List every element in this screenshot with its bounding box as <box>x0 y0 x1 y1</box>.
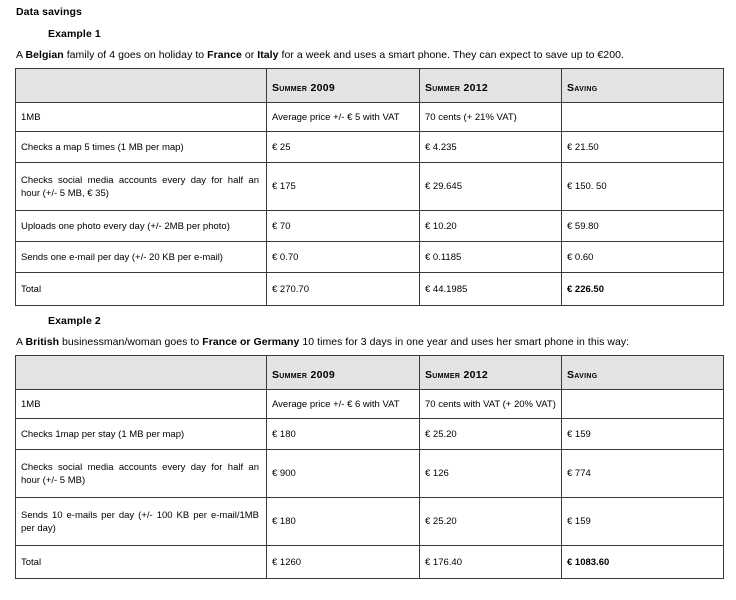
table-body <box>16 390 724 579</box>
column-header-activity <box>16 69 267 103</box>
cell-summer-2012: 70 cents (+ 21% VAT) <box>420 103 562 132</box>
cell-summer-2012: € 29.645 <box>420 163 562 211</box>
example-2-label: Example 2 <box>48 315 101 327</box>
emphasis-text: British <box>25 336 60 348</box>
cell-summer-2009: € 175 <box>267 163 420 211</box>
cell-activity: 1MB <box>16 103 267 132</box>
emphasis-text: Belgian <box>25 49 64 61</box>
cell-summer-2009: € 180 <box>267 498 420 546</box>
cell-saving: € 774 <box>562 450 724 498</box>
savings-table-example-1 <box>15 68 724 306</box>
table-header-row <box>16 356 724 390</box>
cell-saving: € 226.50 <box>562 273 724 306</box>
cell-summer-2012: € 176.40 <box>420 546 562 579</box>
cell-activity: Checks social media accounts every day for half an hour (+/- 5 MB, € 35) <box>16 163 267 211</box>
cell-summer-2009: € 0.70 <box>267 242 420 273</box>
cell-saving: € 59.80 <box>562 211 724 242</box>
cell-saving: € 21.50 <box>562 132 724 163</box>
column-header-summer-2009: Summer 2009 <box>267 356 420 390</box>
table-row <box>16 242 724 273</box>
example-2-intro <box>16 336 722 349</box>
table-row <box>16 273 724 306</box>
cell-summer-2012: € 25.20 <box>420 498 562 546</box>
table-row <box>16 211 724 242</box>
cell-activity: Uploads one photo every day (+/- 2MB per photo) <box>16 211 267 242</box>
cell-summer-2009: € 180 <box>267 419 420 450</box>
plain-text: 10 times for 3 days in one year and uses her smart phone in this way: <box>299 336 630 348</box>
cell-activity: Checks social media accounts every day for half an hour (+/- 5 MB) <box>16 450 267 498</box>
plain-text: businessman/woman goes to <box>59 336 203 348</box>
table-row <box>16 163 724 211</box>
table-row <box>16 103 724 132</box>
cell-activity: Total <box>16 273 267 306</box>
example-1-intro <box>16 49 722 62</box>
table-body <box>16 103 724 306</box>
cell-summer-2009: € 900 <box>267 450 420 498</box>
cell-summer-2012: 70 cents with VAT (+ 20% VAT) <box>420 390 562 419</box>
column-header-summer-2012: Summer 2012 <box>420 69 562 103</box>
cell-summer-2009: € 70 <box>267 211 420 242</box>
cell-saving: € 0.60 <box>562 242 724 273</box>
cell-summer-2012: € 10.20 <box>420 211 562 242</box>
table-row <box>16 390 724 419</box>
cell-saving: € 159 <box>562 419 724 450</box>
emphasis-text: Italy <box>257 49 279 61</box>
plain-text: for a week and uses a smart phone. They can expect to save up to €200. <box>278 49 624 61</box>
plain-text: or <box>241 49 258 61</box>
table-row <box>16 419 724 450</box>
emphasis-text: France or Germany <box>202 336 300 348</box>
cell-summer-2012: € 25.20 <box>420 419 562 450</box>
cell-summer-2009: Average price +/- € 6 with VAT <box>267 390 420 419</box>
table-row <box>16 132 724 163</box>
cell-summer-2009: € 25 <box>267 132 420 163</box>
cell-summer-2009: Average price +/- € 5 with VAT <box>267 103 420 132</box>
cell-activity: Checks 1map per stay (1 MB per map) <box>16 419 267 450</box>
cell-activity: Checks a map 5 times (1 MB per map) <box>16 132 267 163</box>
table-header-row <box>16 69 724 103</box>
column-header-activity <box>16 356 267 390</box>
column-header-summer-2009: Summer 2009 <box>267 69 420 103</box>
cell-summer-2009: € 270.70 <box>267 273 420 306</box>
cell-saving: € 150. 50 <box>562 163 724 211</box>
page-title: Data savings <box>16 6 82 18</box>
cell-saving <box>562 390 724 419</box>
cell-summer-2012: € 4.235 <box>420 132 562 163</box>
emphasis-text: France <box>207 49 242 61</box>
column-header-saving: Saving <box>562 356 724 390</box>
cell-saving: € 1083.60 <box>562 546 724 579</box>
cell-summer-2009: € 1260 <box>267 546 420 579</box>
cell-summer-2012: € 126 <box>420 450 562 498</box>
cell-saving <box>562 103 724 132</box>
cell-summer-2012: € 44.1985 <box>420 273 562 306</box>
savings-table-example-2 <box>15 355 724 579</box>
table-row <box>16 498 724 546</box>
cell-activity: Sends 10 e-mails per day (+/- 100 KB per e-mail/1MB per day) <box>16 498 267 546</box>
example-1-label: Example 1 <box>48 28 101 40</box>
table-row <box>16 546 724 579</box>
table-row <box>16 450 724 498</box>
plain-text: family of 4 goes on holiday to <box>63 49 208 61</box>
cell-activity: Total <box>16 546 267 579</box>
plain-text: A <box>16 49 26 61</box>
cell-activity: Sends one e-mail per day (+/- 20 KB per e-mail) <box>16 242 267 273</box>
column-header-saving: Saving <box>562 69 724 103</box>
cell-saving: € 159 <box>562 498 724 546</box>
cell-activity: 1MB <box>16 390 267 419</box>
plain-text: A <box>16 336 26 348</box>
column-header-summer-2012: Summer 2012 <box>420 356 562 390</box>
cell-summer-2012: € 0.1185 <box>420 242 562 273</box>
